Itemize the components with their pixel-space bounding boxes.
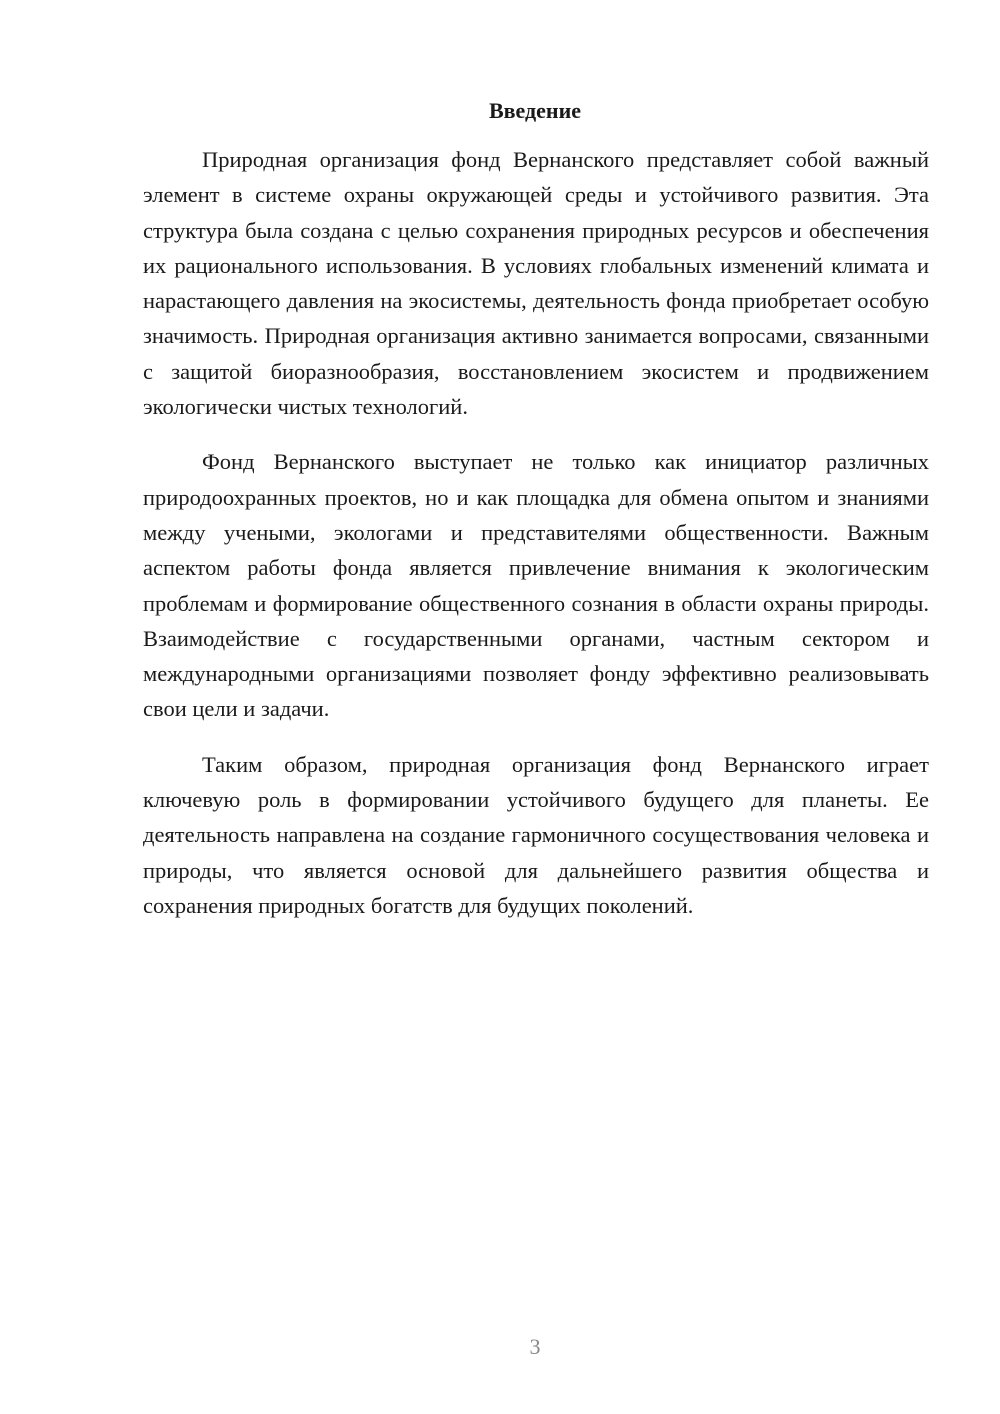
paragraph-2: Фонд Вернанского выступает не только как инициатор различных природоохранных проектов, но и как площадка для обмена опытом и знаниями между учеными, экологами и представителями общественности. Важным аспектом работы фонда является привлечение внимания к экологическим проблемам и формирование общественного сознания в области охраны природы. Взаимодействие с государственными органами, частным сектором и международными организациями позволяет фонду эффективно реализовывать свои цели и задачи. [143, 449, 929, 722]
paragraph-1: Природная организация фонд Вернанского представляет собой важный элемент в системе охраны окружающей среды и устойчивого развития. Эта структура была создана с целью сохранения природных ресурсов и обеспечения их рационального использования. В условиях глобальных изменений климата и нарастающего давления на экосистемы, деятельность фонда приобретает особую значимость. Природная организация активно занимается вопросами, связанными с защитой биоразнообразия, восстановлением экосистем и продвижением экологически чистых технологий. [143, 147, 929, 420]
page-number: 3 [529, 1334, 541, 1359]
section-heading: Введение [488, 98, 582, 123]
paragraph-3: Таким образом, природная организация фонд Вернанского играет ключевую роль в формировании устойчивого будущего для планеты. Ее деятельность направлена на создание гармоничного сосуществования человека и природы, что является основой для дальнейшего развития общества и сохранения природных богатств для будущих поколений. [143, 751, 929, 918]
body-text [143, 142, 929, 943]
